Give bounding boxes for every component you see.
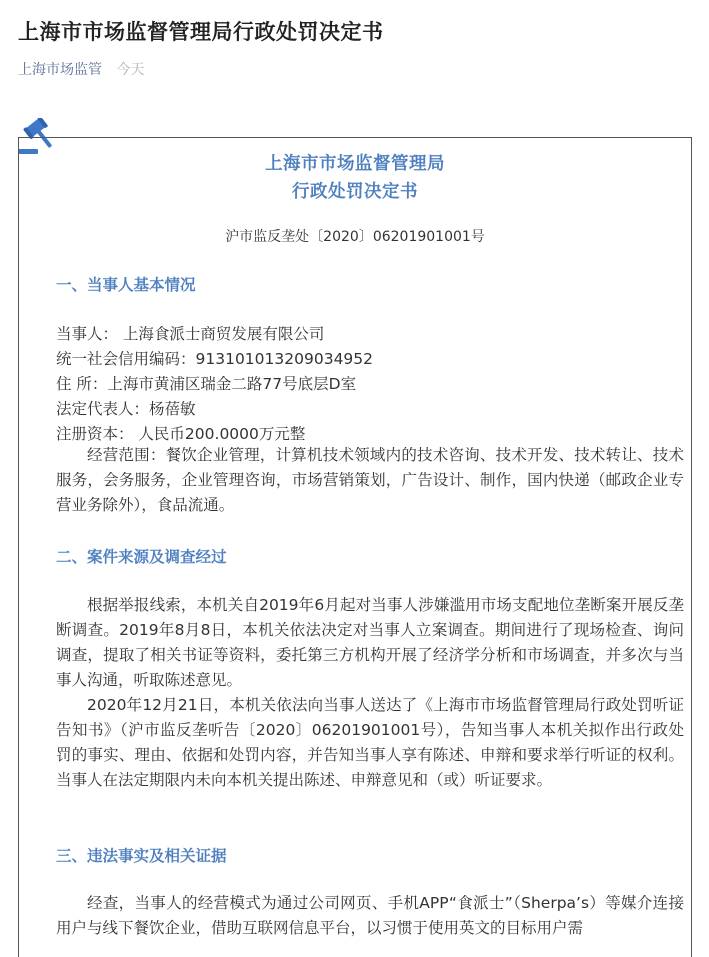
section-title-case-source: 二、案件来源及调查经过 — [56, 548, 227, 566]
document-number: 沪市监反垄处〔2020〕06201901001号 — [225, 229, 485, 245]
party-address: 住 所：上海市黄浦区瑞金二路77号底层D室 — [56, 375, 357, 393]
facts-paragraph: 经查，当事人的经营模式为通过公司网页、手机APP“食派士”（Sherpa’s）等媒介连接用户与线下餐饮企业，借助互联网信息平台，以习惯于使用英文的目标用户需 — [56, 894, 684, 937]
section-title-facts: 三、违法事实及相关证据 — [56, 847, 227, 865]
document-heading-agency: 上海市市场监督管理局 — [265, 154, 445, 174]
legal-representative: 法定代表人：杨蓓敏 — [56, 400, 196, 418]
publish-date: 今天 — [116, 62, 145, 78]
hearing-notice-paragraph: 2020年12月21日，本机关依法向当事人送达了《上海市市场监督管理局行政处罚听证告知书》（沪市监反垄听告〔2020〕06201901001号），告知当事人本机关拟作出行政处罚的事实、理由、依据和处罚内容，并告知当事人享有陈述、申辩和要求举行听证的权利。当事人在法定期限内未向本机关提出陈述、申辩意见和（或）听证要求。 — [56, 696, 684, 789]
credit-code: 统一社会信用编码：913101013209034952 — [56, 350, 374, 368]
section-title-party-info: 一、当事人基本情况 — [56, 276, 196, 294]
document-heading-type: 行政处罚决定书 — [292, 182, 418, 202]
business-scope: 经营范围：餐饮企业管理，计算机技术领域内的技术咨询、技术开发、技术转让、技术服务，会务服务，企业管理咨询，市场营销策划，广告设计、制作，国内快递（邮政企业专营业务除外），食品流通。 — [56, 446, 684, 514]
case-source-paragraph: 根据举报线索，本机关自2019年6月起对当事人涉嫌滥用市场支配地位垄断案开展反垄断调查。2019年8月8日，本机关依法决定对当事人立案调查。期间进行了现场检查、询问调查，提取了相关书证等资料，委托第三方机构开展了经济学分析和市场调查，并多次与当事人沟通，听取陈述意见。 — [56, 596, 684, 689]
article-meta — [18, 59, 144, 79]
account-name-link[interactable]: 上海市场监管 — [18, 62, 102, 78]
document-frame — [18, 137, 692, 957]
article-title: 上海市市场监督管理局行政处罚决定书 — [18, 20, 384, 44]
registered-capital: 注册资本： 人民币200.0000万元整 — [56, 425, 306, 443]
party-name: 当事人： 上海食派士商贸发展有限公司 — [56, 325, 325, 343]
